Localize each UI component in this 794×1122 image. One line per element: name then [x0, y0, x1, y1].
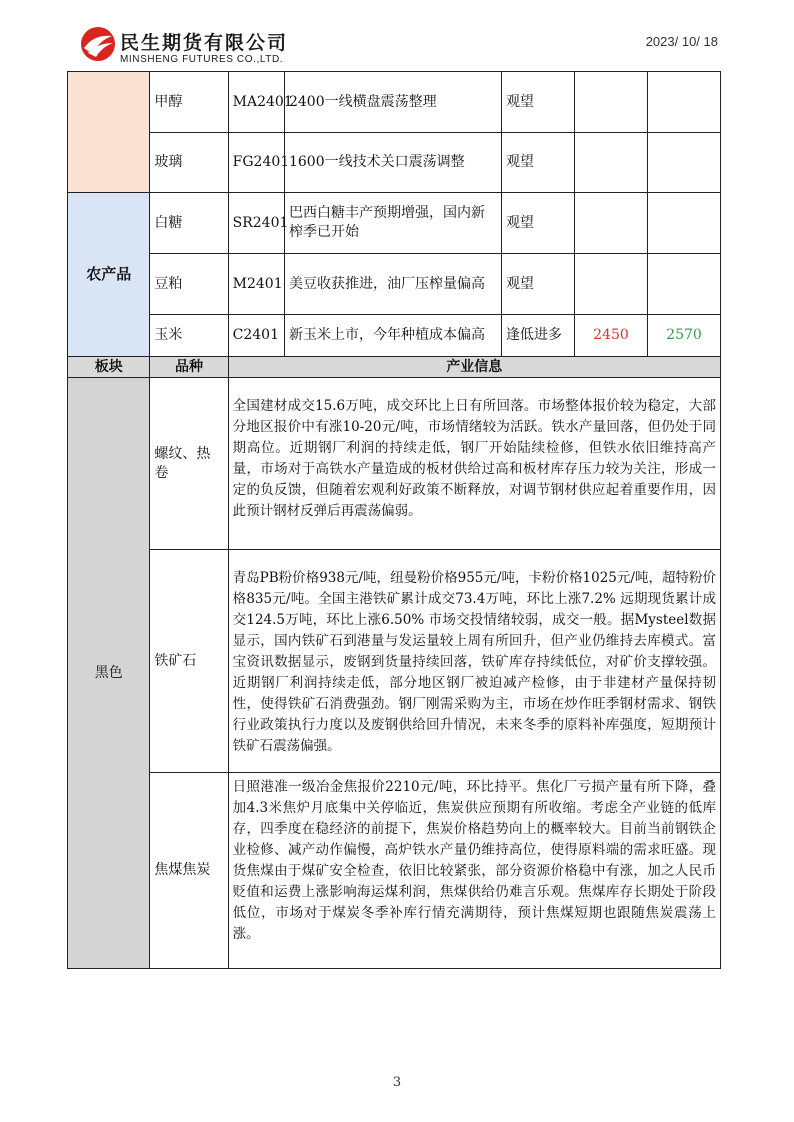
header-sector: 板块: [68, 357, 150, 378]
resistance-cell: [647, 254, 720, 315]
industry-header-row: [68, 357, 721, 378]
product-cell: 甲醇: [150, 72, 228, 133]
minsheng-logo-icon: [80, 26, 116, 62]
product-cell: 玉米: [150, 315, 228, 357]
support-cell: [574, 193, 647, 254]
support-cell: [574, 72, 647, 133]
resistance-price: 2570: [647, 315, 720, 357]
advice-cell: 观望: [501, 72, 574, 133]
strategy-table: [67, 71, 721, 969]
product-cell: 焦煤焦炭: [150, 773, 228, 969]
contract-cell: SR2401: [228, 193, 284, 254]
table-row: [68, 550, 721, 773]
sector-cell-black: 黑色: [68, 378, 150, 969]
industry-info-cell: 青岛PB粉价格938元/吨，纽曼粉价格955元/吨，卡粉价格1025元/吨，超特粉价格835元/吨。全国主港铁矿累计成交73.4万吨，环比上涨7.2% 远期现货累计成交124.5万吨，环比上涨6.50% 市场交投情绪较弱，成交一般。据Mysteel数据显示，国内铁矿石到港量与发运量较上周有所回升，但产业仍维持去库模式。富宝资讯数据显示，废钢到货量持续回落，铁矿库存持续低位，对矿价支撑较强。近期钢厂利润持续走低，部分地区钢厂被迫减产检修，由于非建材产量保持韧性，使得铁矿石消费强劲。钢厂刚需采购为主，市场在炒作旺季钢材需求、钢铁行业政策执行力度以及废钢供给回升情况，未来冬季的原料补库强度，短期预计铁矿石震荡偏强。: [228, 550, 720, 773]
sector-cell-chemical: [68, 72, 150, 193]
resistance-cell: [647, 133, 720, 193]
table-row: [68, 378, 721, 550]
industry-info-cell: 日照港准一级冶金焦报价2210元/吨，环比持平。焦化厂亏损产量有所下降，叠加4.3米焦炉月底集中关停临近，焦炭供应预期有所收缩。考虑全产业链的低库存，四季度在稳经济的前提下，焦炭价格趋势向上的概率较大。目前当前钢铁企业检修、减产动作偏慢，高炉铁水产量仍维持高位，使得原料端的需求旺盛。现货焦煤由于煤矿安全检查，依旧比较紧张，部分资源价格稳中有涨，加之人民币贬值和运费上涨影响海运煤利润，焦煤供给仍难言乐观。焦煤库存长期处于阶段低位，市场对于煤炭冬季补库行情充满期待，预计焦煤短期也跟随焦炭震荡上涨。: [228, 773, 720, 969]
table-row: [68, 773, 721, 969]
table-row: [68, 254, 721, 315]
industry-info-cell: 全国建材成交15.6万吨，成交环比上日有所回落。市场整体报价较为稳定，大部分地区报价中有涨10-20元/吨，市场情绪较为活跃。铁水产量回落，但仍处于同期高位。近期钢厂利润的持续走低，钢厂开始陆续检修，但铁水依旧维持高产量，市场对于高铁水产量造成的板材供给过高和板材库存压力较为关注，形成一定的负反馈，但随着宏观利好政策不断释放，对调节钢材供应起着重要作用，因此预计钢材反弹后再震荡偏弱。: [228, 378, 720, 550]
page-header: [0, 0, 794, 72]
page-number: 3: [392, 1075, 402, 1090]
resistance-cell: [647, 193, 720, 254]
advice-cell: 观望: [501, 133, 574, 193]
header-product: 品种: [150, 357, 228, 378]
view-cell: 1600一线技术关口震荡调整: [284, 133, 501, 193]
advice-cell: 观望: [501, 193, 574, 254]
view-cell: 2400一线横盘震荡整理: [284, 72, 501, 133]
header-info: 产业信息: [228, 357, 720, 378]
support-price: 2450: [574, 315, 647, 357]
product-cell: 白糖: [150, 193, 228, 254]
view-cell: 巴西白糖丰产预期增强，国内新榨季已开始: [284, 193, 501, 254]
product-cell: 豆粕: [150, 254, 228, 315]
view-cell: 美豆收获推进，油厂压榨量偏高: [284, 254, 501, 315]
product-cell: 玻璃: [150, 133, 228, 193]
support-cell: [574, 133, 647, 193]
table-row: [68, 193, 721, 254]
contract-cell: FG2401: [228, 133, 284, 193]
table-row: [68, 133, 721, 193]
product-cell: 铁矿石: [150, 550, 228, 773]
table-row: [68, 72, 721, 133]
contract-cell: MA2401: [228, 72, 284, 133]
company-name-cn: 民生期货有限公司: [120, 32, 289, 54]
view-cell: 新玉米上市，今年种植成本偏高: [284, 315, 501, 357]
table-row: [68, 315, 721, 357]
contract-cell: C2401: [228, 315, 284, 357]
resistance-cell: [647, 72, 720, 133]
product-cell: 螺纹、热卷: [150, 378, 228, 550]
report-date: 2023/ 10/ 18: [645, 34, 718, 49]
contract-cell: M2401: [228, 254, 284, 315]
support-cell: [574, 254, 647, 315]
company-logo: [80, 26, 310, 70]
company-name-en: MINSHENG FUTURES CO.,LTD.: [120, 54, 284, 65]
sector-cell-agri: 农产品: [68, 193, 150, 357]
advice-cell: 观望: [501, 254, 574, 315]
advice-cell: 逢低进多: [501, 315, 574, 357]
